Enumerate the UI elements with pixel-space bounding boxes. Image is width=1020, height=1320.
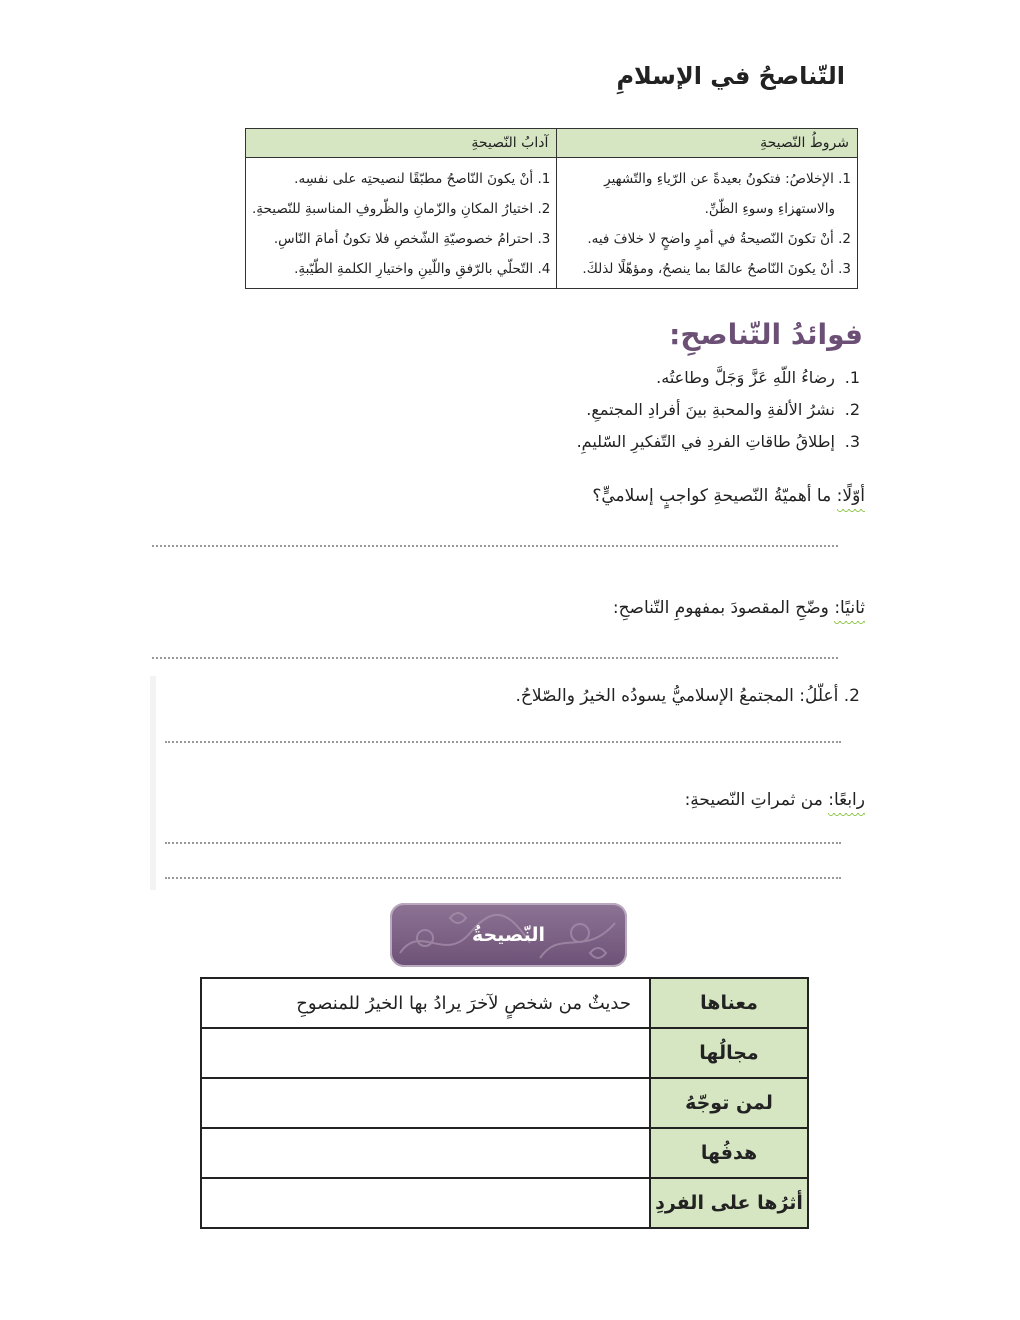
benefit-item: [586, 400, 860, 419]
benefit-number: 1.: [844, 368, 860, 387]
row-value[interactable]: حديثٌ من شخصٍ لآخرَ يرادُ بها الخيرُ للمنصوحِ: [201, 978, 650, 1028]
etiquette-line: 3. احترامُ خصوصيّةِ الشّخصِ فلا تكونُ أمامَ النّاسِ.: [273, 231, 551, 247]
row-value[interactable]: [201, 1078, 650, 1128]
benefit-text: رضاءُ اللّهِ عَزَّ وَجَلَّ وطاعتُه.: [656, 368, 835, 387]
question-3-text: 2. أعلّلُ: المجتمعُ الإسلاميُّ يسودُه الخيرُ والصّلاحُ.: [515, 686, 860, 706]
question-2-text: وضّحِ المقصودَ بمفهومِ التّناصحِ:: [612, 598, 829, 618]
naseeha-banner: [390, 903, 627, 967]
question-2: [613, 598, 865, 618]
condition-line: 1. الإخلاصُ: فتكونُ بعيدةً عن الرّياءِ والتّشهيرِ: [604, 171, 851, 187]
table-row: [201, 1178, 808, 1228]
question-4: [685, 790, 865, 810]
benefit-text: نشرُ الألفةِ والمحبةِ بينَ أفرادِ المجتمعِ.: [586, 400, 835, 419]
table-row: [201, 1028, 808, 1078]
question-3: [516, 686, 860, 706]
row-value[interactable]: [201, 1178, 650, 1228]
condition-line: والاستهزاءِ وسوءِ الظّنِّ.: [704, 201, 835, 217]
row-value[interactable]: [201, 1028, 650, 1078]
banner-title: النّصيحةُ: [471, 924, 546, 946]
question-1: [592, 486, 865, 506]
benefit-item: [656, 368, 860, 387]
answer-line[interactable]: [152, 545, 838, 547]
naseeha-table: [200, 977, 809, 1229]
conditions-etiquette-table: [245, 128, 858, 289]
answer-line[interactable]: [152, 657, 838, 659]
etiquette-line: 4. التّحلّي بالرّفقِ واللّينِ واختيارِ الكلمةِ الطّيّبةِ.: [294, 261, 551, 277]
benefit-item: [577, 432, 860, 451]
row-label: لمن توجّهُ: [650, 1078, 808, 1128]
row-label: مجالُها: [650, 1028, 808, 1078]
etiquette-line: 2. اختيارُ المكانِ والزّمانِ والظّروفِ المناسبةِ للنّصيحةِ.: [252, 201, 551, 217]
row-label: معناها: [650, 978, 808, 1028]
condition-line: 2. أنْ تكونَ النّصيحةُ في أمرٍ واضحٍ لا خلافَ فيه.: [587, 231, 851, 247]
row-label: أثرُها على الفردِ: [650, 1178, 808, 1228]
question-4-label: رابعًا:: [828, 790, 865, 810]
question-2-label: ثانيًا:: [834, 598, 865, 618]
page-title: التّناصحُ في الإسلامِ: [616, 62, 845, 90]
etiquette-cell: [246, 158, 557, 289]
answer-line[interactable]: [165, 741, 841, 743]
etiquette-line: 1. أنْ يكونَ النّاصحُ مطبّقًا لنصيحتِه على نفسِه.: [294, 171, 551, 187]
answer-line[interactable]: [165, 877, 841, 879]
question-1-label: أوّلًا:: [836, 486, 865, 506]
etiquette-header: آدابُ النّصيحةِ: [246, 129, 557, 158]
benefits-title: فوائدُ التّناصحِ:: [669, 318, 863, 351]
question-4-text: من ثمراتِ النّصيحةِ:: [684, 790, 823, 810]
conditions-header: شروطُ النّصيحةِ: [557, 129, 858, 158]
margin-shade: [150, 676, 156, 890]
condition-line: 3. أنْ يكونَ النّاصحُ عالمًا بما ينصحُ، ومؤهّلًا لذلكَ.: [582, 261, 851, 277]
table-row: [201, 1078, 808, 1128]
answer-line[interactable]: [165, 842, 841, 844]
row-label: هدفُها: [650, 1128, 808, 1178]
benefit-number: 2.: [844, 400, 860, 419]
benefit-text: إطلاقُ طاقاتِ الفردِ في التّفكيرِ السّليمِ.: [576, 432, 835, 451]
row-value[interactable]: [201, 1128, 650, 1178]
conditions-cell: [557, 158, 858, 289]
question-1-text: ما أهميّةُ النّصيحةِ كواجبٍ إسلاميٍّ؟: [592, 486, 832, 506]
table-row: [201, 978, 808, 1028]
benefit-number: 3.: [844, 432, 860, 451]
table-row: [201, 1128, 808, 1178]
